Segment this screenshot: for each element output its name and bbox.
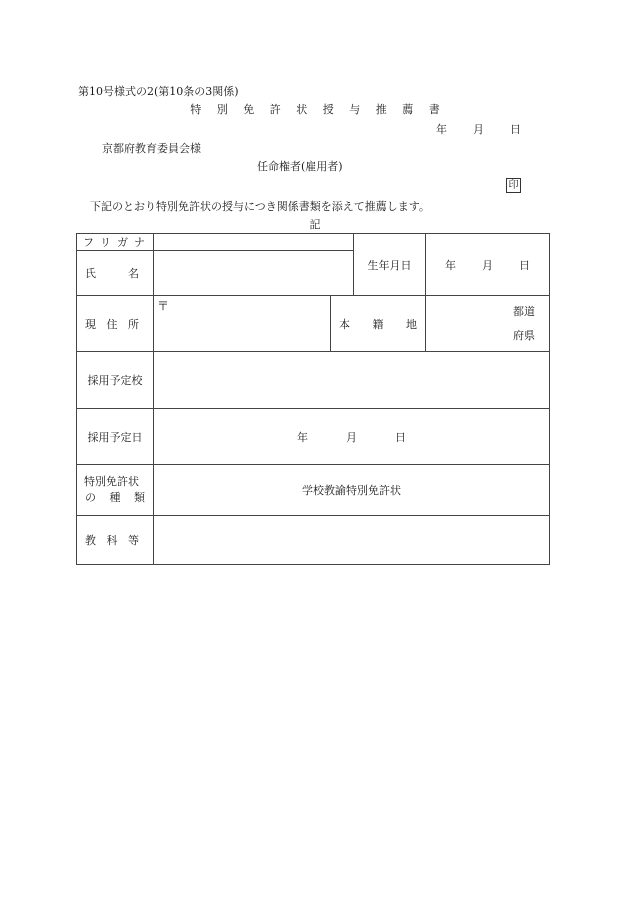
license-type-label: 特別免許状 の 種 類 (77, 465, 154, 516)
honseki-field[interactable] (426, 296, 550, 352)
document-title: 特 別 免 許 状 授 与 推 薦 書 (190, 103, 446, 116)
body-text: 下記のとおり特別免許状の授与につき関係書類を添えて推薦します。 (90, 200, 430, 213)
address-field[interactable] (154, 296, 331, 352)
birthdate-field[interactable]: 年 月 日 (426, 234, 550, 296)
name-field[interactable] (154, 251, 354, 296)
birthdate-label: 生年月日 (354, 234, 426, 296)
furigana-label: フ リ ガ ナ (77, 234, 154, 251)
address-label: 現 住 所 (77, 296, 154, 352)
date-year-label: 年 (436, 123, 447, 136)
name-label: 氏 名 (77, 251, 154, 296)
pref-bottom-label: 府県 (513, 328, 535, 342)
school-field[interactable] (154, 352, 550, 409)
furigana-field[interactable] (154, 234, 354, 251)
postal-mark-icon: 〒 (157, 299, 170, 313)
form-number: 第10号様式の2(第10条の3関係) (78, 85, 239, 98)
hire-date-label: 採用予定日 (77, 409, 154, 465)
recommendation-form-table (76, 233, 550, 565)
hire-date-field[interactable]: 年 月 日 (154, 409, 550, 465)
ki-heading: 記 (309, 218, 321, 231)
subject-field[interactable] (154, 516, 550, 565)
honseki-label: 本 籍 地 (331, 296, 426, 352)
appointer: 任命権者(雇用者) (257, 160, 343, 173)
subject-label: 教 科 等 (77, 516, 154, 565)
license-type-value: 学校教諭特別免許状 (154, 465, 550, 516)
seal-stamp-mark: 印 (506, 178, 521, 193)
date-month-label: 月 (473, 123, 484, 136)
issue-date (436, 124, 521, 135)
addressee: 京都府教育委員会様 (102, 142, 201, 155)
school-label: 採用予定校 (77, 352, 154, 409)
date-day-label: 日 (510, 123, 521, 136)
pref-top-label: 都道 (513, 304, 535, 318)
